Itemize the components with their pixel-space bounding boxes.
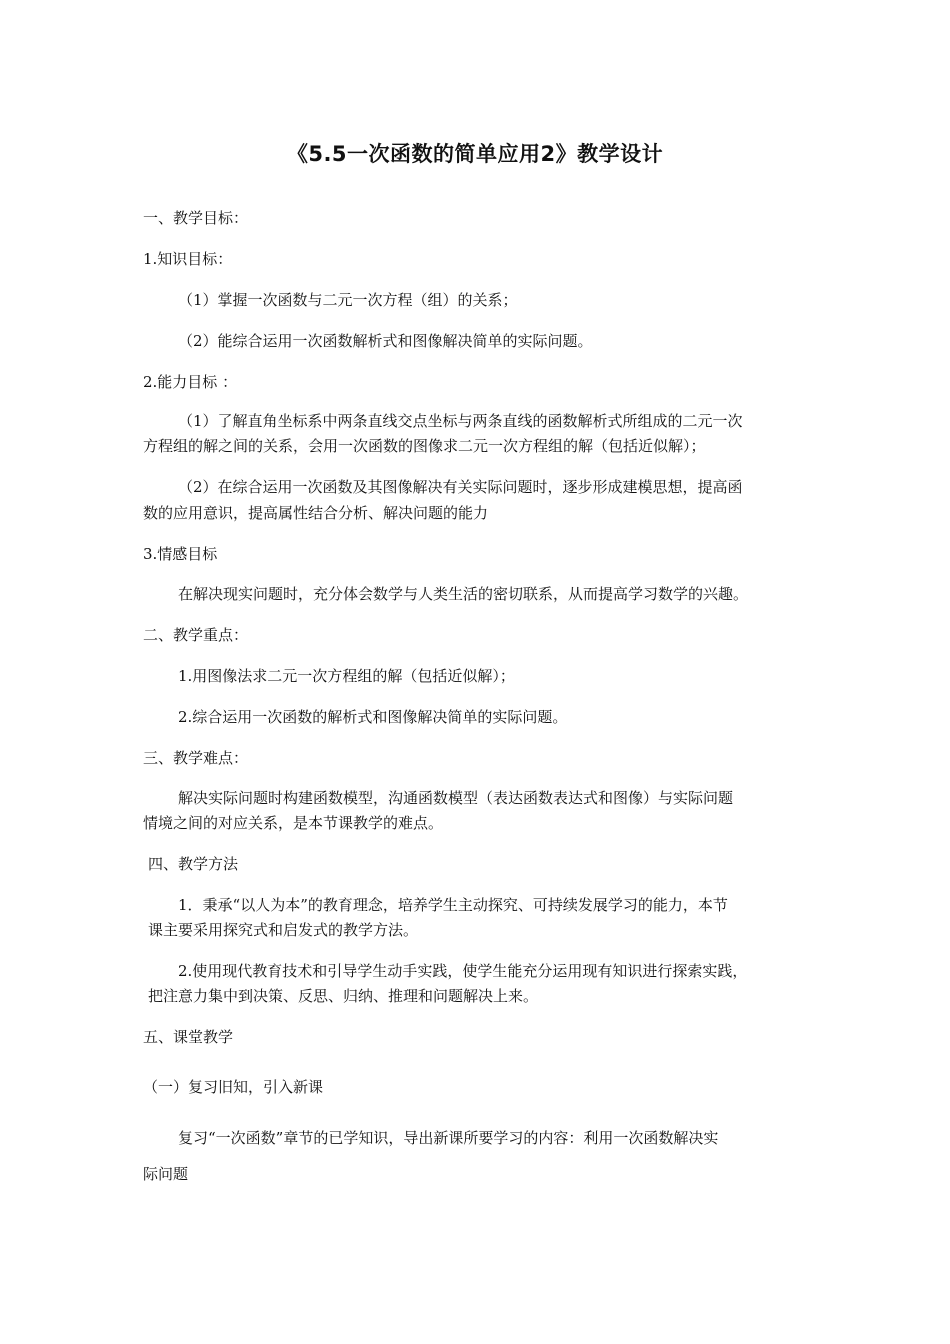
ability-goal-1-line2: 方程组的解之间的关系，会用一次函数的图像求二元一次方程组的解（包括近似解）； — [143, 437, 706, 455]
emotional-goal-text: 在解决现实问题时，充分体会数学与人类生活的密切联系，从而提高学习数学的兴趣。 — [178, 585, 749, 603]
section-heading-objectives: 一、教学目标： — [143, 209, 249, 227]
key-point-2: 2.综合运用一次函数的解析式和图像解决简单的实际问题。 — [178, 708, 568, 726]
section-heading-key-points: 二、教学重点： — [143, 626, 249, 644]
method-1-line2: 课主要采用探究式和启发式的教学方法。 — [148, 921, 419, 939]
ability-goal-2-line2: 数的应用意识，提高属性结合分析、解决问题的能力 — [143, 504, 489, 522]
difficulty-text-line2: 情境之间的对应关系，是本节课教学的难点。 — [143, 814, 444, 832]
review-text-line2: 际问题 — [143, 1165, 189, 1183]
method-2-line2: 把注意力集中到决策、反思、归纳、推理和问题解决上来。 — [148, 987, 539, 1005]
key-point-1: 1.用图像法求二元一次方程组的解（包括近似解）； — [178, 667, 515, 685]
difficulty-text-line1: 解决实际问题时构建函数模型，沟通函数模型（表达函数表达式和图像）与实际问题 — [178, 789, 734, 807]
section-heading-difficulties: 三、教学难点： — [143, 749, 249, 767]
ability-goal-1-line1: （1）了解直角坐标系中两条直线交点坐标与两条直线的函数解析式所组成的二元一次 — [178, 412, 743, 430]
subheading-ability-goals: 2.能力目标 ： — [143, 373, 238, 391]
section-heading-methods: 四、教学方法 — [148, 855, 239, 873]
ability-goal-2-line1: （2）在综合运用一次函数及其图像解决有关实际问题时，逐步形成建模思想，提高函 — [178, 478, 743, 496]
subheading-knowledge-goals: 1.知识目标： — [143, 250, 233, 268]
section-heading-classroom: 五、课堂教学 — [143, 1028, 234, 1046]
review-text-line1: 复习“一次函数”章节的已学知识，导出新课所要学习的内容：利用一次函数解决实 — [178, 1129, 719, 1147]
knowledge-goal-1: （1）掌握一次函数与二元一次方程（组）的关系； — [178, 291, 518, 309]
subheading-review: （一）复习旧知，引入新课 — [143, 1078, 324, 1096]
method-1-line1: 1．秉承“以人为本”的教育理念，培养学生主动探究、可持续发展学习的能力，本节 — [178, 896, 728, 914]
method-2-line1: 2.使用现代教育技术和引导学生动手实践，使学生能充分运用现有知识进行探索实践， — [178, 962, 748, 980]
document-title: 《5.5一次函数的简单应用2》教学设计 — [286, 142, 664, 166]
knowledge-goal-2: （2）能综合运用一次函数解析式和图像解决简单的实际问题。 — [178, 332, 593, 350]
subheading-emotional-goals: 3.情感目标 — [143, 545, 218, 563]
